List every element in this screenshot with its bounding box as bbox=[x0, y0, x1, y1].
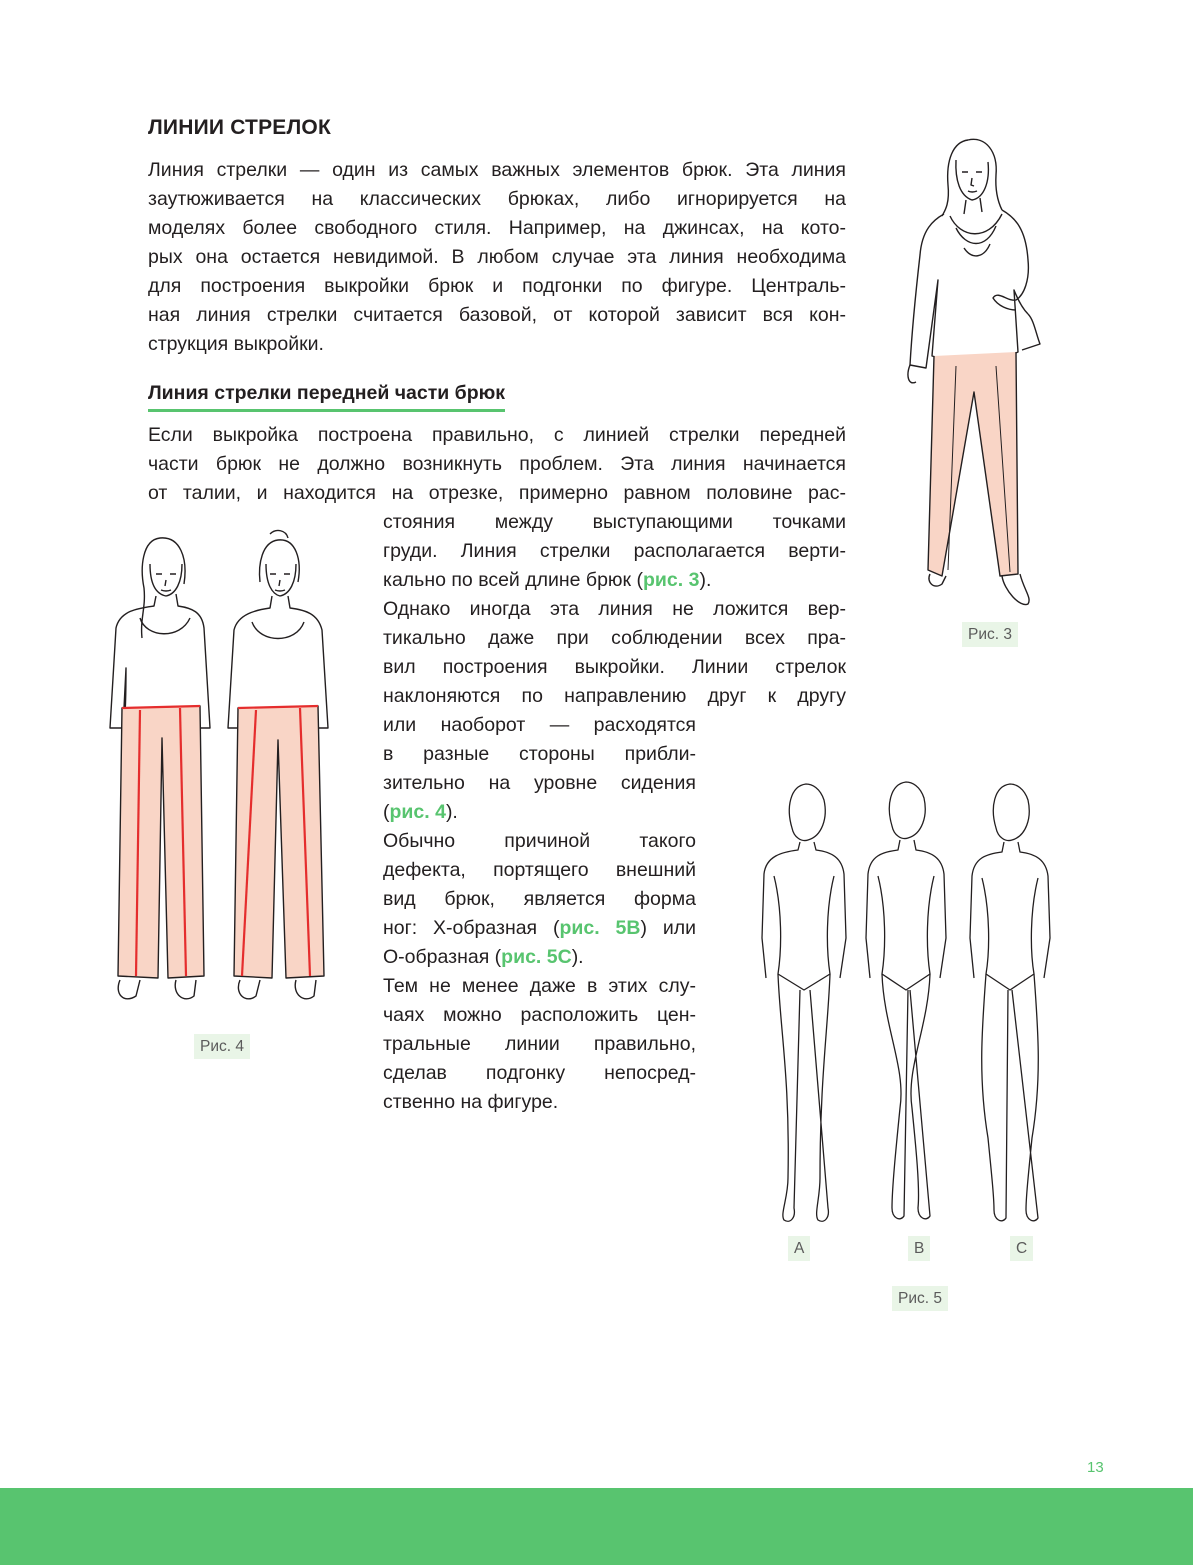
text-line: сделав подгонку непосред- bbox=[383, 1062, 696, 1084]
text-line: тикально даже при соблюдении всех пра- bbox=[383, 627, 846, 649]
figure-5b-label: B bbox=[908, 1236, 930, 1261]
text-line: (рис. 4). bbox=[383, 801, 458, 823]
text-line: от талии, и находится на отрезке, примерно равном половине рас- bbox=[148, 482, 846, 504]
figure-3-illustration bbox=[898, 130, 1078, 620]
subheading: Линия стрелки передней части брюк bbox=[148, 382, 505, 412]
text-line: стояния между выступающими точками bbox=[383, 511, 846, 533]
text-line: ная линия стрелки считается базовой, от которой зависит вся кон- bbox=[148, 304, 846, 326]
text-line: Тем не менее даже в этих слу- bbox=[383, 975, 696, 997]
fig5b-reference-link[interactable]: рис. 5B bbox=[559, 917, 641, 939]
text-line: для построения выкройки брюк и подгонки по фигуре. Централь- bbox=[148, 275, 846, 297]
fig3-reference-link[interactable]: рис. 3 bbox=[643, 569, 700, 591]
text-line: вил построения выкройки. Линии стрелок bbox=[383, 656, 846, 678]
text-line: кально по всей длине брюк (рис. 3). bbox=[383, 569, 712, 591]
text-line: тральные линии правильно, bbox=[383, 1033, 696, 1055]
figure-5-caption: Рис. 5 bbox=[892, 1286, 948, 1311]
figure-4-illustration bbox=[100, 528, 340, 1018]
text-line: ственно на фигуре. bbox=[383, 1091, 559, 1113]
text-line: струкция выкройки. bbox=[148, 333, 324, 355]
figure-5c-label: C bbox=[1010, 1236, 1033, 1261]
text-line: чаях можно расположить цен- bbox=[383, 1004, 696, 1026]
text-line: моделях более свободного стиля. Например, на джинсах, на кото- bbox=[148, 217, 846, 239]
text-line: рых она остается невидимой. В любом случае эта линия необходима bbox=[148, 246, 846, 268]
fig5c-reference-link[interactable]: рис. 5C bbox=[501, 946, 572, 968]
section-heading: ЛИНИИ СТРЕЛОК bbox=[148, 116, 331, 139]
text-line: части брюк не должно возникнуть проблем. Эта линия начинается bbox=[148, 453, 846, 475]
text-line: или наоборот — расходятся bbox=[383, 714, 696, 736]
intro-paragraph bbox=[148, 156, 846, 359]
column-a-paragraph bbox=[383, 508, 846, 711]
text-line: груди. Линия стрелки располагается верти- bbox=[383, 540, 846, 562]
text-line: вид брюк, является форма bbox=[383, 888, 696, 910]
text-line: ног: X-образная (рис. 5B) или bbox=[383, 917, 697, 939]
text-line: зительно на уровне сидения bbox=[383, 772, 696, 794]
text-line: заутюживается на классических брюках, либо игнорируется на bbox=[148, 188, 846, 210]
page-number: 13 bbox=[1087, 1459, 1104, 1476]
text-line: Линия стрелки — один из самых важных элементов брюк. Эта линия bbox=[148, 159, 846, 181]
figure-5-illustration bbox=[742, 778, 1062, 1233]
fig4-reference-link[interactable]: рис. 4 bbox=[389, 801, 446, 823]
text-line: Обычно причиной такого bbox=[383, 830, 696, 852]
text-line: в разные стороны прибли- bbox=[383, 743, 696, 765]
text-line: Если выкройка построена правильно, с линией стрелки передней bbox=[148, 424, 846, 446]
text-line: наклоняются по направлению друг к другу bbox=[383, 685, 846, 707]
text-line: Однако иногда эта линия не ложится вер- bbox=[383, 598, 846, 620]
footer-band bbox=[0, 1488, 1193, 1565]
figure-3-caption: Рис. 3 bbox=[962, 622, 1018, 647]
text-line: O-образная (рис. 5C). bbox=[383, 946, 584, 968]
column-b-paragraph bbox=[383, 711, 696, 1117]
figure-4-caption: Рис. 4 bbox=[194, 1034, 250, 1059]
text-line: дефекта, портящего внешний bbox=[383, 859, 696, 881]
front-paragraph bbox=[148, 421, 846, 508]
figure-5a-label: A bbox=[788, 1236, 810, 1261]
